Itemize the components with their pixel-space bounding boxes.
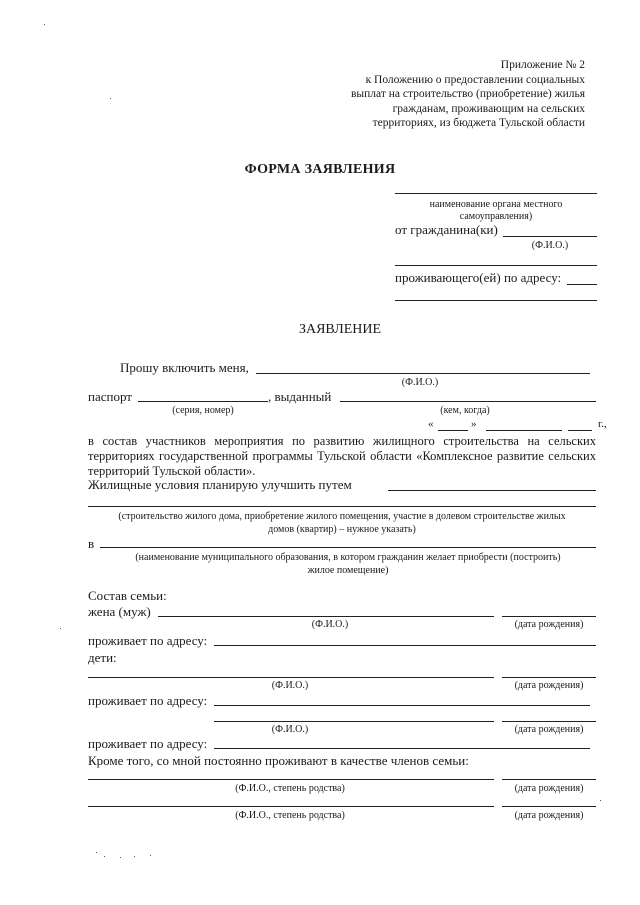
scan-speck bbox=[60, 628, 61, 629]
authority-note-1: наименование органа местного bbox=[429, 199, 563, 210]
appendix-line-2: к Положению о предоставлении социальных bbox=[365, 73, 585, 86]
improve-method-line-2[interactable] bbox=[88, 506, 596, 507]
authority-note-2: самоуправления) bbox=[459, 211, 533, 222]
spouse-lives-label: проживает по адресу: bbox=[88, 633, 208, 648]
passport-issued-by-field[interactable] bbox=[340, 401, 596, 402]
child-1-fio-note: (Ф.И.О.) bbox=[271, 680, 309, 691]
issue-day-field[interactable] bbox=[438, 430, 468, 431]
municipality-note bbox=[100, 552, 596, 577]
issue-year-field[interactable] bbox=[568, 430, 592, 431]
method-note-line-2: домов (квартир) – нужное указать) bbox=[268, 523, 416, 535]
member-2-relation-note: (Ф.И.О., степень родства) bbox=[235, 810, 345, 821]
series-note: (серия, номер) bbox=[172, 405, 234, 416]
issued-label: , выданный bbox=[268, 389, 332, 404]
applicant-name-field[interactable] bbox=[256, 373, 590, 374]
from-citizen-label: от гражданина(ки) bbox=[395, 222, 498, 237]
appendix-header bbox=[330, 58, 585, 131]
child-1-address-field[interactable] bbox=[214, 705, 590, 706]
scan-speck bbox=[96, 852, 97, 853]
child-2-address-field[interactable] bbox=[214, 748, 590, 749]
member-1-birth-note: (дата рождения) bbox=[514, 783, 584, 794]
quote-open: « bbox=[428, 418, 434, 430]
scan-speck bbox=[134, 856, 135, 857]
child-2-birth-field[interactable] bbox=[502, 721, 596, 722]
child-2-birth-note: (дата рождения) bbox=[514, 724, 584, 735]
residing-address-field[interactable] bbox=[567, 284, 597, 285]
spouse-birth-note: (дата рождения) bbox=[514, 619, 584, 630]
improve-method-field[interactable] bbox=[388, 490, 596, 491]
appendix-line-3: выплат на строительство (приобретение) жилья bbox=[351, 88, 585, 100]
child-2-lives-label: проживает по адресу: bbox=[88, 736, 208, 751]
citizen-fio-note: (Ф.И.О.) bbox=[531, 240, 569, 251]
year-suffix: г., bbox=[598, 418, 607, 430]
family-heading: Состав семьи: bbox=[88, 588, 167, 603]
child-2-name-field[interactable] bbox=[214, 721, 494, 722]
spouse-fio-note: (Ф.И.О.) bbox=[311, 619, 349, 630]
passport-label: паспорт bbox=[88, 389, 132, 404]
appendix-line-1: Приложение № 2 bbox=[500, 59, 585, 71]
scan-speck bbox=[600, 800, 601, 801]
form-title: ФОРМА ЗАЯВЛЕНИЯ bbox=[244, 162, 396, 177]
others-label: Кроме того, со мной постоянно проживают в качестве членов семьи: bbox=[88, 753, 469, 768]
scan-speck bbox=[120, 857, 121, 858]
children-label: дети: bbox=[88, 650, 117, 665]
improve-label: Жилищные условия планирую улучшить путем bbox=[88, 477, 352, 492]
child-1-birth-note: (дата рождения) bbox=[514, 680, 584, 691]
scan-speck bbox=[150, 855, 151, 856]
issued-by-note: (кем, когда) bbox=[440, 405, 490, 416]
spouse-name-field[interactable] bbox=[158, 616, 494, 617]
issue-month-field[interactable] bbox=[486, 430, 562, 431]
municipality-note-line-2: жилое помещение) bbox=[307, 564, 389, 576]
member-1-name-field[interactable] bbox=[88, 779, 494, 780]
citizen-name-field[interactable] bbox=[503, 236, 597, 237]
scan-speck bbox=[44, 24, 45, 25]
child-1-name-field[interactable] bbox=[88, 677, 494, 678]
appendix-line-5: территориях, из бюджета Тульской области bbox=[372, 117, 585, 129]
child-2-fio-note: (Ф.И.О.) bbox=[271, 724, 309, 735]
quote-close: » bbox=[471, 418, 477, 430]
appendix-line-4: гражданам, проживающим на сельских bbox=[392, 102, 585, 115]
child-1-birth-field[interactable] bbox=[502, 677, 596, 678]
applicant-fio-note: (Ф.И.О.) bbox=[401, 377, 439, 388]
citizen-line-2[interactable] bbox=[395, 265, 597, 266]
residing-address-line-2[interactable] bbox=[395, 300, 597, 301]
child-1-lives-label: проживает по адресу: bbox=[88, 693, 208, 708]
spouse-address-field[interactable] bbox=[214, 645, 596, 646]
authority-name-field[interactable] bbox=[395, 193, 597, 194]
spouse-birth-field[interactable] bbox=[502, 616, 596, 617]
municipality-field[interactable] bbox=[100, 547, 596, 548]
member-2-birth-note: (дата рождения) bbox=[514, 810, 584, 821]
method-note bbox=[88, 511, 596, 536]
member-1-birth-field[interactable] bbox=[502, 779, 596, 780]
in-prefix: в bbox=[88, 536, 95, 551]
scan-speck bbox=[104, 856, 105, 857]
member-2-name-field[interactable] bbox=[88, 806, 494, 807]
statement-title: ЗАЯВЛЕНИЕ bbox=[298, 322, 382, 337]
member-2-birth-field[interactable] bbox=[502, 806, 596, 807]
request-label: Прошу включить меня, bbox=[120, 360, 249, 375]
residing-label: проживающего(ей) по адресу: bbox=[395, 270, 562, 285]
passport-number-field[interactable] bbox=[138, 401, 268, 402]
method-note-line-1: (строительство жилого дома, приобретение жилого помещения, участие в долевом строительстве жилых bbox=[118, 511, 566, 522]
member-1-relation-note: (Ф.И.О., степень родства) bbox=[235, 783, 345, 794]
scan-speck bbox=[110, 98, 111, 99]
participation-paragraph: в состав участников мероприятия по развитию жилищного строительства на сельских территориях государственной программы Тульской области «Комплексное развитие сельских территорий Тульской области». bbox=[88, 434, 596, 478]
spouse-label: жена (муж) bbox=[88, 604, 151, 619]
municipality-note-line-1: (наименование муниципального образования, в котором гражданин желает приобрести (построить) bbox=[135, 552, 561, 563]
